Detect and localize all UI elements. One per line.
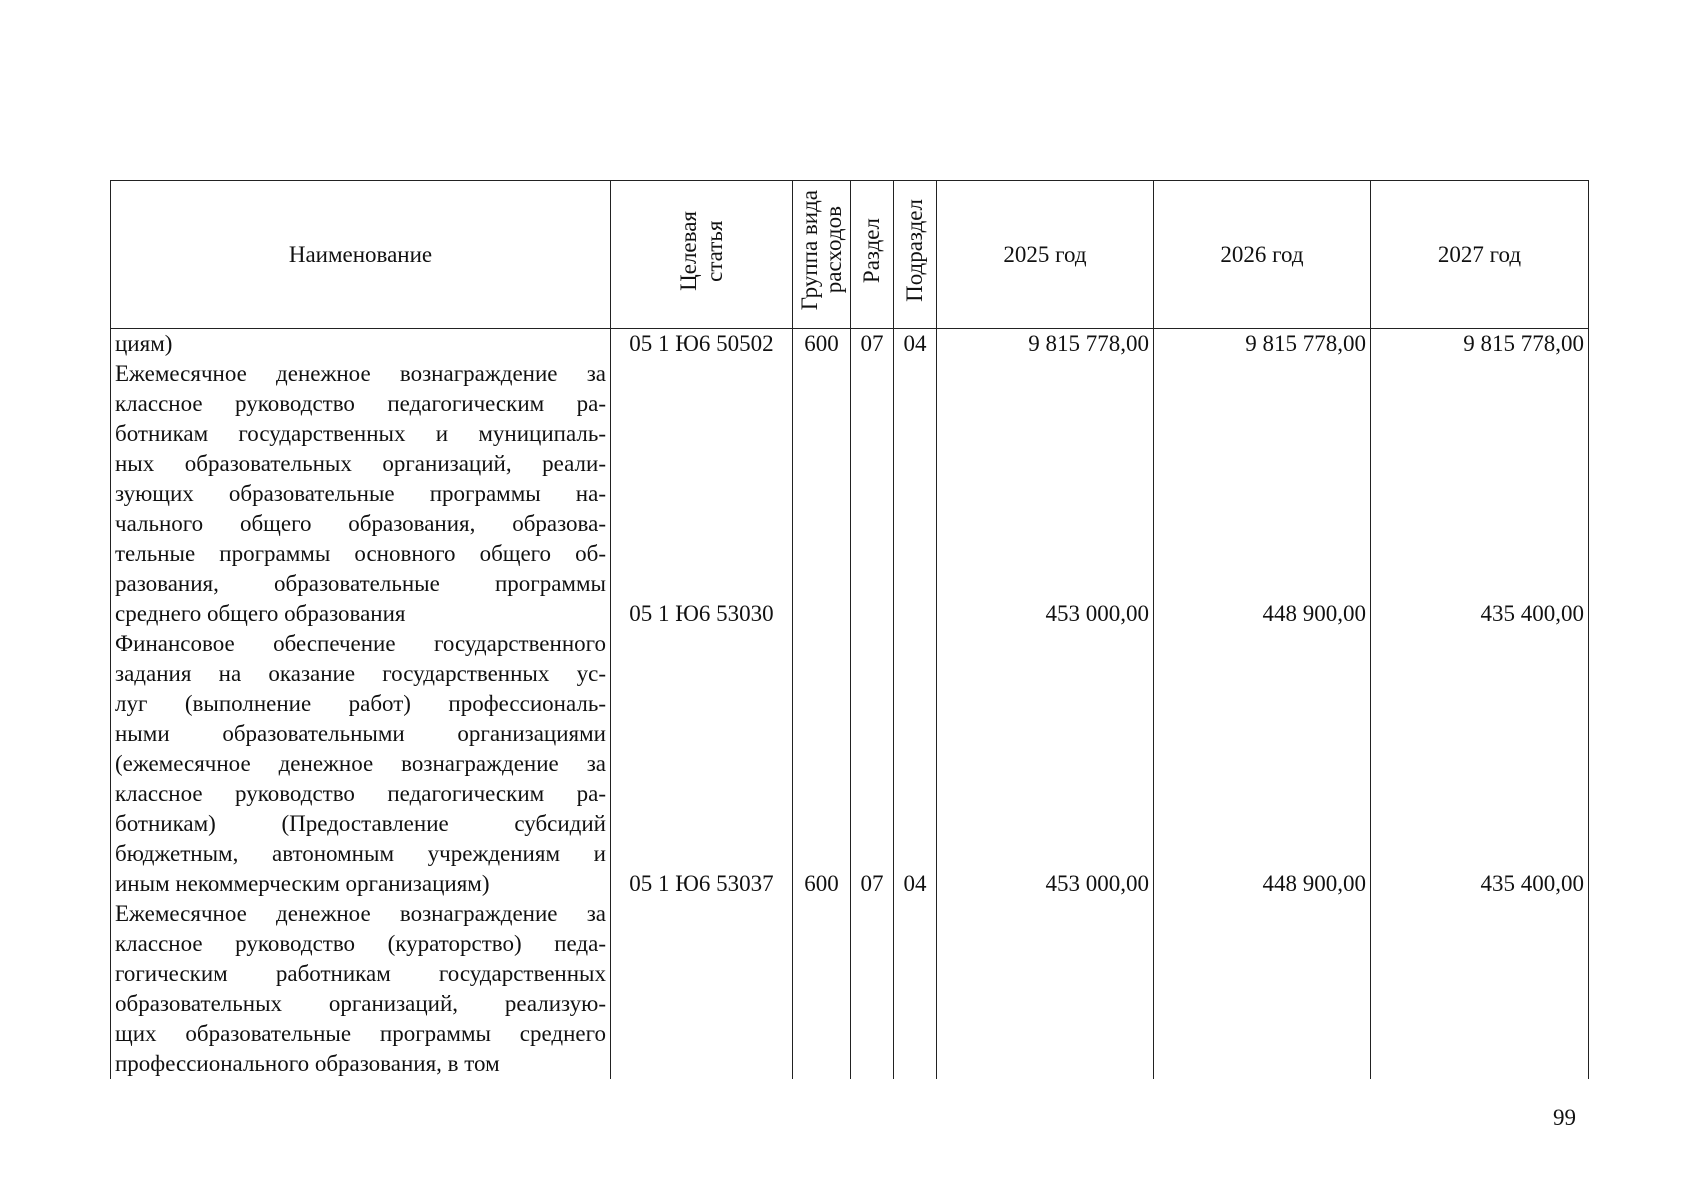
row-section bbox=[851, 359, 894, 629]
row-subsection bbox=[894, 899, 937, 1079]
row-name-cell bbox=[111, 629, 611, 899]
row-target-article bbox=[611, 329, 793, 360]
row-2026 bbox=[1154, 629, 1371, 899]
row-name-line: тельные программы основного общего об- bbox=[115, 541, 606, 566]
row-target-article bbox=[611, 629, 793, 899]
row-subsection-value: 04 bbox=[903, 331, 927, 356]
row-2027-value: 435 400,00 bbox=[1480, 601, 1584, 626]
row-2027-value: 9 815 778,00 bbox=[1463, 331, 1584, 356]
row-name-line: классное руководство (кураторство) педа- bbox=[115, 931, 606, 956]
table-row bbox=[111, 359, 1589, 629]
row-name-line: циям) bbox=[115, 331, 173, 356]
row-2025 bbox=[937, 629, 1154, 899]
row-name-line: ботникам) (Предоставление субсидий bbox=[115, 811, 606, 836]
row-section-value: 07 bbox=[860, 871, 884, 896]
header-2027: 2027 год bbox=[1371, 181, 1589, 329]
row-2026-value: 448 900,00 bbox=[1262, 601, 1366, 626]
header-2026: 2026 год bbox=[1154, 181, 1371, 329]
row-name-line: задания на оказание государственных ус- bbox=[115, 661, 606, 686]
row-expense-group bbox=[793, 629, 851, 899]
page-number: 99 bbox=[1553, 1105, 1576, 1130]
row-name-line: чального общего образования, образова- bbox=[115, 511, 606, 536]
row-name-line: зующих образовательные программы на- bbox=[115, 481, 606, 506]
row-name-line: Финансовое обеспечение государственного bbox=[115, 631, 606, 656]
row-2026-value: 9 815 778,00 bbox=[1245, 331, 1366, 356]
row-target-article-value: 05 1 Ю6 53037 bbox=[629, 871, 774, 896]
row-name-line: щих образовательные программы среднего bbox=[115, 1021, 606, 1046]
table-row bbox=[111, 899, 1589, 1079]
row-subsection bbox=[894, 359, 937, 629]
row-section bbox=[851, 629, 894, 899]
row-name-line: классное руководство педагогическим ра- bbox=[115, 781, 606, 806]
row-2025 bbox=[937, 899, 1154, 1079]
row-2026 bbox=[1154, 329, 1371, 360]
row-name-line: ными образовательными организациями bbox=[115, 721, 606, 746]
row-name-line: Ежемесячное денежное вознаграждение за bbox=[115, 361, 606, 386]
row-target-article-value: 05 1 Ю6 53030 bbox=[629, 601, 774, 626]
row-name-line: образовательных организаций, реализую- bbox=[115, 991, 606, 1016]
row-name-line: бюджетным, автономным учреждениям и bbox=[115, 841, 606, 866]
row-2026 bbox=[1154, 359, 1371, 629]
row-target-article bbox=[611, 899, 793, 1079]
row-name-line: луг (выполнение работ) профессиональ- bbox=[115, 691, 606, 716]
header-2025: 2025 год bbox=[937, 181, 1154, 329]
header-subsection: Подраздел bbox=[894, 181, 937, 329]
row-section bbox=[851, 329, 894, 360]
row-2027-value: 435 400,00 bbox=[1480, 871, 1584, 896]
row-name-line: профессионального образования, в том bbox=[115, 1051, 500, 1076]
row-target-article bbox=[611, 359, 793, 629]
table-body bbox=[111, 329, 1589, 1080]
budget-table bbox=[110, 180, 1589, 1079]
row-expense-group bbox=[793, 359, 851, 629]
row-name-cell bbox=[111, 899, 611, 1079]
row-name-line: среднего общего образования bbox=[115, 601, 406, 626]
row-2027 bbox=[1371, 329, 1589, 360]
header-expense-group: Группа вида расходов bbox=[793, 181, 851, 329]
row-expense-group-value: 600 bbox=[804, 331, 839, 356]
row-name-line: гогическим работникам государственных bbox=[115, 961, 606, 986]
row-2025-value: 453 000,00 bbox=[1045, 871, 1149, 896]
table-row bbox=[111, 629, 1589, 899]
row-target-article-value: 05 1 Ю6 50502 bbox=[629, 331, 774, 356]
row-subsection bbox=[894, 329, 937, 360]
row-section bbox=[851, 899, 894, 1079]
row-2025-value: 9 815 778,00 bbox=[1028, 331, 1149, 356]
row-section-value: 07 bbox=[860, 331, 884, 356]
row-name-line: классное руководство педагогическим ра- bbox=[115, 391, 606, 416]
row-2026 bbox=[1154, 899, 1371, 1079]
row-name-line: разования, образовательные программы bbox=[115, 571, 606, 596]
row-name-cell bbox=[111, 359, 611, 629]
row-expense-group bbox=[793, 329, 851, 360]
row-name-cell bbox=[111, 329, 611, 360]
row-2025 bbox=[937, 359, 1154, 629]
row-name-line: иным некоммерческим организациям) bbox=[115, 871, 490, 896]
row-2027 bbox=[1371, 899, 1589, 1079]
header-name: Наименование bbox=[111, 181, 611, 329]
header-section: Раздел bbox=[851, 181, 894, 329]
row-name-line: Ежемесячное денежное вознаграждение за bbox=[115, 901, 606, 926]
row-name-line: ботникам государственных и муниципаль- bbox=[115, 421, 606, 446]
row-subsection bbox=[894, 629, 937, 899]
row-2027 bbox=[1371, 629, 1589, 899]
row-subsection-value: 04 bbox=[903, 871, 927, 896]
table-row bbox=[111, 329, 1589, 360]
header-target-article: Целевая статья bbox=[611, 181, 793, 329]
row-2026-value: 448 900,00 bbox=[1262, 871, 1366, 896]
row-expense-group-value: 600 bbox=[804, 871, 839, 896]
header-row bbox=[111, 181, 1589, 329]
row-2027 bbox=[1371, 359, 1589, 629]
row-name-line: ных образовательных организаций, реали- bbox=[115, 451, 606, 476]
row-name-line: (ежемесячное денежное вознаграждение за bbox=[115, 751, 606, 776]
row-expense-group bbox=[793, 899, 851, 1079]
row-2025-value: 453 000,00 bbox=[1045, 601, 1149, 626]
row-2025 bbox=[937, 329, 1154, 360]
